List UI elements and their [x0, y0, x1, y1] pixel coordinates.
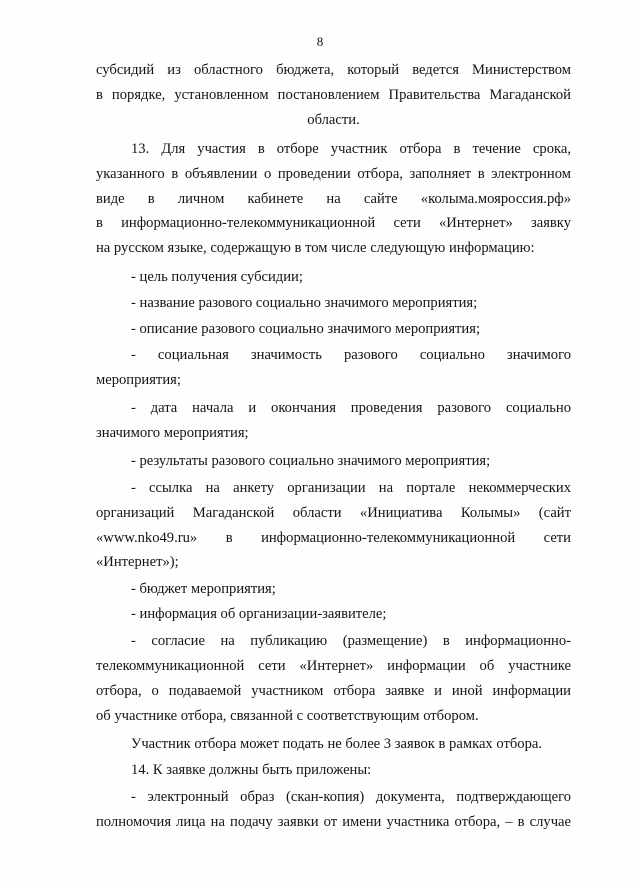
text-line: Участник отбора может подать не более 3 заявок в рамках отбора.: [131, 736, 542, 752]
list-item: - социальная значимость разового социально значимого: [131, 347, 571, 363]
text-line: значимого мероприятия;: [96, 425, 249, 441]
text-line: полномочия лица на подачу заявки от имени участника отбора, – в случае: [96, 814, 571, 830]
list-item: - согласие на публикацию (размещение) в информационно-: [131, 633, 571, 649]
list-item: - информация об организации-заявителе;: [131, 606, 387, 622]
text-line: «www.nko49.ru» в информационно-телекоммуникационной сети: [96, 530, 571, 546]
text-line: мероприятия;: [96, 372, 181, 388]
text-line: области.: [307, 112, 360, 128]
list-item: - результаты разового социально значимого мероприятия;: [131, 453, 491, 469]
text-line: телекоммуникационной сети «Интернет» информации об участнике: [96, 658, 571, 674]
text-line: на русском языке, содержащую в том числе следующую информацию:: [96, 240, 535, 256]
text-line: об участнике отбора, связанной с соответствующим отбором.: [96, 708, 479, 724]
text-line: в информационно-телекоммуникационной сети «Интернет» заявку: [96, 215, 571, 231]
text-line: «Интернет»);: [96, 554, 179, 570]
list-item: - дата начала и окончания проведения разового социально: [131, 400, 571, 416]
page-number: 8: [316, 34, 324, 49]
text-line: указанного в объявлении о проведении отбора, заполняет в электронном: [96, 166, 571, 182]
list-item: - электронный образ (скан-копия) документа, подтверждающего: [131, 789, 571, 805]
text-line: 13. Для участия в отборе участник отбора в течение срока,: [131, 141, 571, 157]
text-line: виде в личном кабинете на сайте «колыма.мояроссия.рф»: [96, 191, 571, 207]
text-line: субсидий из областного бюджета, который ведется Министерством: [96, 62, 571, 78]
list-item: - ссылка на анкету организации на портале некоммерческих: [131, 480, 571, 496]
text-line: 14. К заявке должны быть приложены:: [131, 762, 372, 778]
text-line: отбора, о подаваемой участником отбора заявке и иной информации: [96, 683, 571, 699]
text-line: организаций Магаданской области «Инициатива Колымы» (сайт: [96, 505, 571, 521]
list-item: - бюджет мероприятия;: [131, 581, 276, 597]
list-item: - описание разового социально значимого мероприятия;: [131, 321, 481, 337]
list-item: - цель получения субсидии;: [131, 269, 303, 285]
list-item: - название разового социально значимого мероприятия;: [131, 295, 478, 311]
text-line: в порядке, установленном постановлением Правительства Магаданской: [96, 87, 571, 103]
